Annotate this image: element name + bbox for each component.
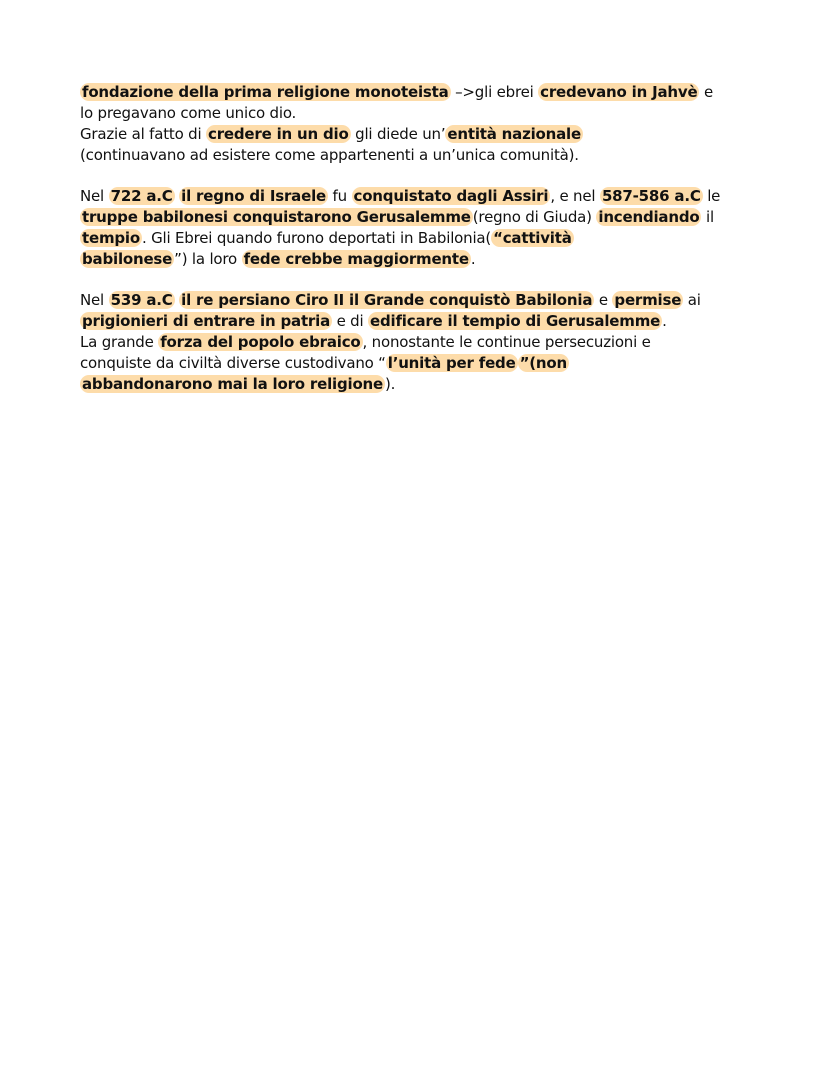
plain-text: La grande — [80, 333, 159, 351]
plain-text: il — [701, 208, 714, 226]
highlighted-text: “cattività — [493, 229, 572, 247]
highlighted-text: truppe babilonesi conquistarono Gerusalemme — [82, 208, 471, 226]
text-line — [80, 124, 760, 145]
plain-text: e di — [332, 312, 369, 330]
highlighted-text: incendiando — [598, 208, 700, 226]
plain-text: (continuavano ad esistere come appartenenti a un’unica comunità). — [80, 146, 579, 164]
plain-text: conquiste da civiltà diverse custodivano “ — [80, 354, 386, 372]
plain-text: le — [702, 187, 721, 205]
highlighted-text: permise — [614, 291, 682, 309]
plain-text: ”) la loro — [174, 250, 242, 268]
highlighted-text: ”(non — [519, 354, 567, 372]
highlighted-text: edificare il tempio di Gerusalemme — [370, 312, 661, 330]
text-line — [80, 228, 760, 249]
highlighted-text: fondazione della prima religione monoteista — [82, 83, 449, 101]
plain-text: lo pregavano come unico dio. — [80, 104, 297, 122]
plain-text: (regno di Giuda) — [472, 208, 597, 226]
highlighted-text: credere in un dio — [208, 125, 349, 143]
plain-text: ai — [683, 291, 701, 309]
highlighted-text: 722 a.C — [110, 187, 173, 205]
plain-text: ). — [385, 375, 396, 393]
plain-text: Grazie al fatto di — [80, 125, 206, 143]
notes-page — [80, 82, 760, 415]
plain-text: , nonostante le continue persecuzioni e — [362, 333, 651, 351]
text-line — [80, 103, 760, 124]
plain-text: . Gli Ebrei quando furono deportati in Babilonia( — [141, 229, 492, 247]
highlighted-text: forza del popolo ebraico — [160, 333, 361, 351]
highlighted-text: credevano in Jahvè — [540, 83, 698, 101]
plain-text: . — [662, 312, 667, 330]
highlighted-text: 587-586 a.C — [601, 187, 701, 205]
paragraph — [80, 82, 760, 166]
plain-text: fu — [327, 187, 352, 205]
text-line — [80, 145, 760, 166]
highlighted-text: l’unità per fede — [387, 354, 516, 372]
text-line — [80, 374, 760, 395]
plain-text: gli diede un’ — [350, 125, 446, 143]
text-line — [80, 186, 760, 207]
plain-text: e — [699, 83, 714, 101]
highlighted-text: conquistato dagli Assiri — [353, 187, 549, 205]
plain-text: . — [470, 250, 476, 268]
text-line — [80, 207, 760, 228]
text-line — [80, 332, 760, 353]
text-line — [80, 290, 760, 311]
highlighted-text: il regno di Israele — [181, 187, 326, 205]
plain-text: Nel — [80, 291, 109, 309]
highlighted-text: babilonese — [82, 250, 173, 268]
text-line — [80, 353, 760, 374]
highlighted-text: prigionieri di entrare in patria — [82, 312, 330, 330]
highlighted-text: fede crebbe maggiormente — [243, 250, 469, 268]
highlighted-text: il re persiano Ciro II il Grande conquistò Babilonia — [181, 291, 593, 309]
highlighted-text: abbandonarono mai la loro religione — [82, 375, 384, 393]
highlighted-text: tempio — [82, 229, 140, 247]
plain-text: e — [594, 291, 613, 309]
paragraph — [80, 290, 760, 395]
paragraph — [80, 186, 760, 270]
text-line — [80, 82, 760, 103]
plain-text: Nel — [80, 187, 109, 205]
plain-text: –>gli ebrei — [450, 83, 539, 101]
text-line — [80, 311, 760, 332]
plain-text: , e nel — [550, 187, 600, 205]
highlighted-text: 539 a.C — [110, 291, 173, 309]
highlighted-text: entità nazionale — [447, 125, 581, 143]
text-line — [80, 249, 760, 270]
